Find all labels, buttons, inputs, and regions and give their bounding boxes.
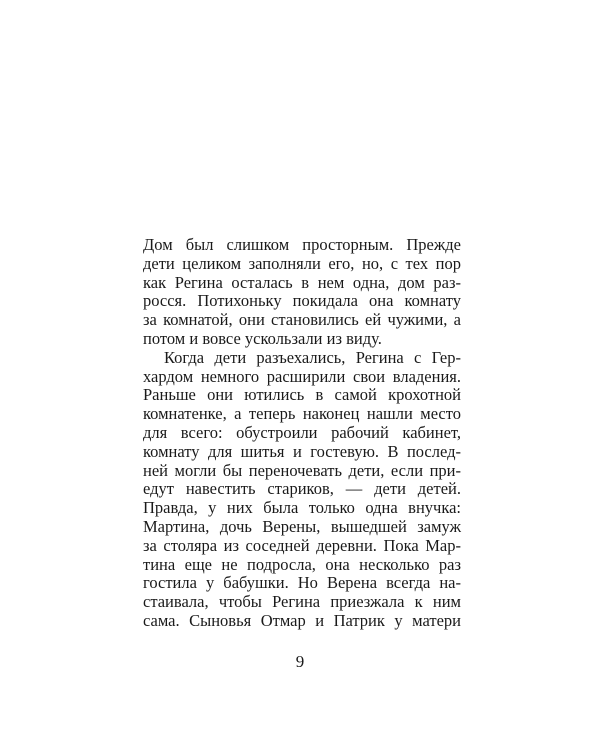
text-line: Когда дети разъехались, Регина с Гер- <box>164 347 461 367</box>
body-text <box>143 236 461 631</box>
text-line: Раньше они ютились в самой крохотной <box>143 385 461 405</box>
paragraph <box>143 236 461 349</box>
text-line: хардом немного расширили свои владения. <box>143 366 461 386</box>
text-line: как Регина осталась в нем одна, дом раз- <box>143 272 461 292</box>
text-line: гостила у бабушки. Но Верена всегда на- <box>143 573 461 593</box>
text-line: ней могли бы переночевать дети, если при- <box>143 460 461 480</box>
text-line: дети целиком заполняли его, но, с тех пор <box>143 253 461 273</box>
paragraph <box>143 349 461 631</box>
text-line: за комнатой, они становились ей чужими, а <box>143 310 461 330</box>
text-line: Мартина, дочь Верены, вышедшей замуж <box>143 516 461 536</box>
text-line: сама. Сыновья Отмар и Патрик у матери <box>143 610 461 630</box>
text-line: едут навестить стариков, — дети детей. <box>143 479 461 499</box>
text-line: комнату для шитья и гостевую. В послед- <box>143 441 461 461</box>
text-line: потом и вовсе ускользали из виду. <box>143 328 382 348</box>
text-line: Дом был слишком просторным. Прежде <box>143 235 461 254</box>
text-line: комнатенке, а теперь наконец нашли место <box>143 404 461 424</box>
text-line: тина еще не подросла, она несколько раз <box>143 554 461 574</box>
text-line: Правда, у них была только одна внучка: <box>143 498 461 518</box>
page-number: 9 <box>295 652 305 671</box>
text-line: росся. Потихоньку покидала она комнату <box>143 291 461 311</box>
text-line: для всего: обустроили рабочий кабинет, <box>143 422 461 442</box>
text-line: за столяра из соседней деревни. Пока Мар- <box>143 535 461 555</box>
text-line: стаивала, чтобы Регина приезжала к ним <box>143 592 461 612</box>
